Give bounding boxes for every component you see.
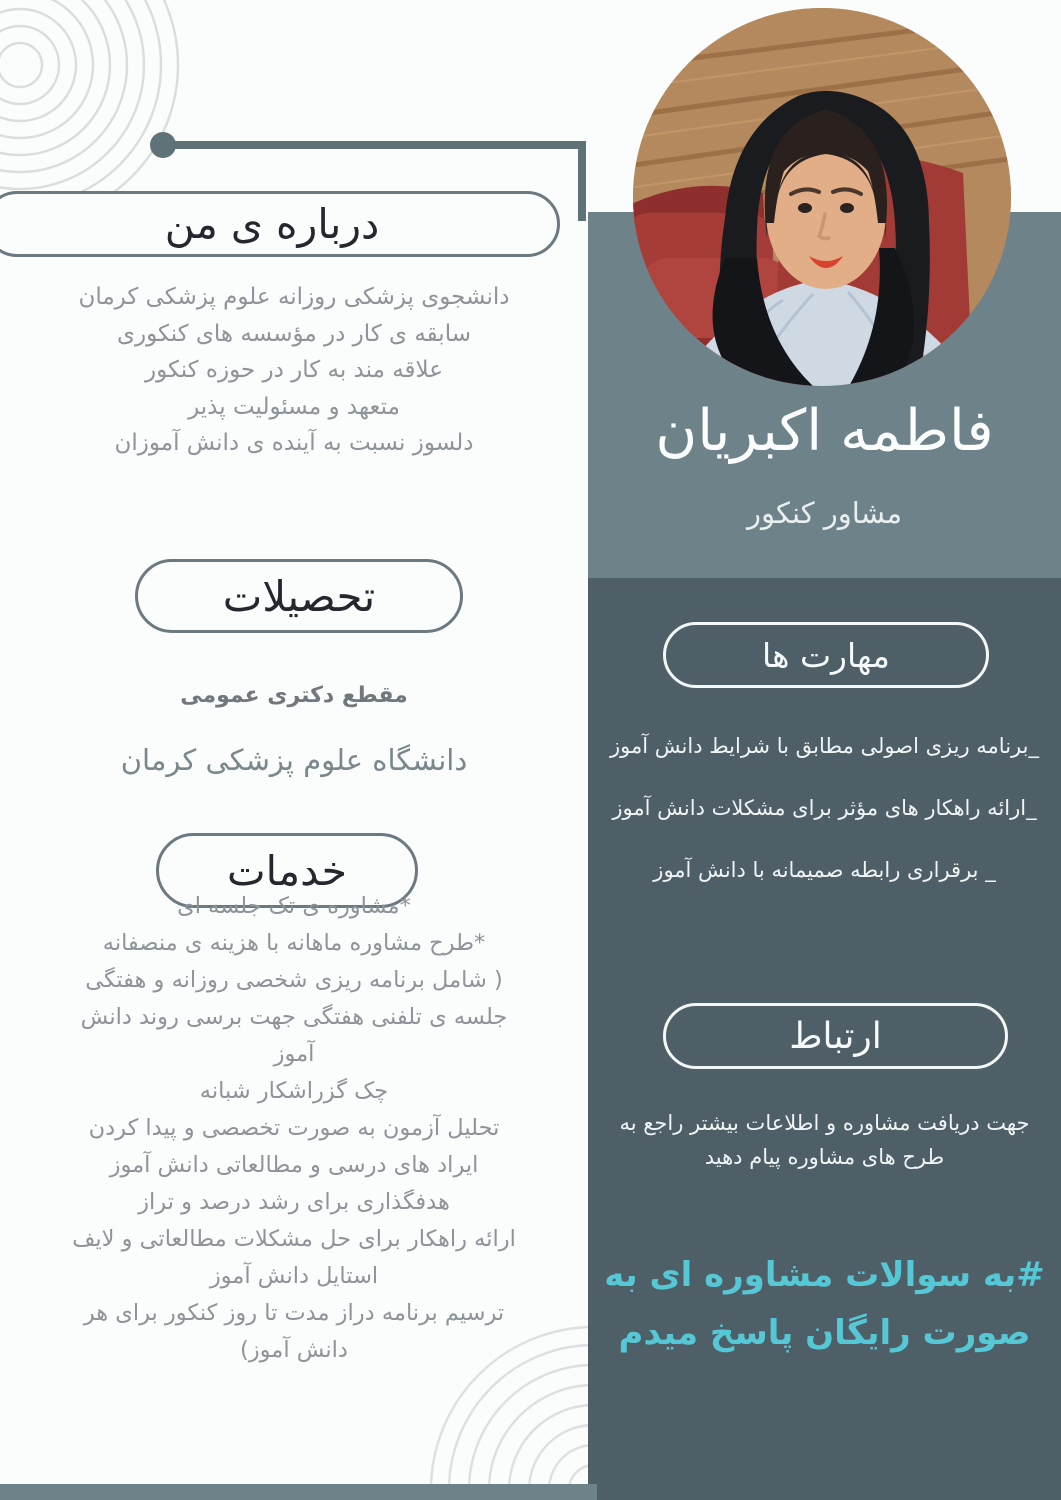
services-list [0,888,588,1369]
education-university: دانشگاه علوم پزشکی کرمان [120,743,468,777]
services-header-label: خدمات [227,846,347,895]
service-line: چک گزراشکار شبانه [199,1078,389,1104]
skills-list [588,715,1061,901]
hashtag-line: #به سوالات مشاوره ای به [604,1255,1045,1295]
contact-line: جهت دریافت مشاوره و اطلاعات بیشتر راجع به [619,1111,1030,1135]
education-header-pill [135,559,463,633]
service-line: جلسه ی تلفنی هفتگی جهت برسی روند دانش [80,1004,508,1030]
service-line: ارائه راهکار برای حل مشکلات مطالعاتی و لایف [72,1226,516,1252]
about-header-label: درباره ی من [164,200,380,248]
section-connector-line-vertical [578,141,586,221]
skill-item: _ارائه راهکار های مؤثر برای مشکلات دانش آموز [612,796,1037,820]
skills-header-pill [663,622,989,688]
contact-line: طرح های مشاوره پیام دهید [704,1145,945,1169]
contact-header-pill [663,1003,1008,1069]
service-line: *طرح مشاوره ماهانه با هزینه ی منصفانه [102,930,486,956]
about-line: سابقه ی کار در مؤسسه های کنکوری [117,320,471,347]
section-connector-line [168,141,586,149]
skill-item: _ برقراری رابطه صمیمانه با دانش آموز [653,858,996,882]
about-list [0,279,588,462]
service-line: ایراد های درسی و مطالعاتی دانش آموز [109,1152,479,1178]
connector-dot [150,132,176,158]
service-line: استایل دانش آموز [209,1263,379,1289]
service-line: ترسیم برنامه دراز مدت تا روز کنکور برای هر [83,1300,505,1326]
service-line: آموز [273,1041,315,1067]
service-line: *مشاوره ی تک جلسه ای [177,893,411,919]
hashtag-line: صورت رایگان پاسخ میدم [618,1313,1031,1353]
skills-header-label: مهارت ها [762,635,890,675]
contact-text [588,1106,1061,1174]
service-line: ( شامل برنامه ریزی شخصی روزانه و هفتگی [85,967,503,993]
about-header-pill [0,191,560,257]
hashtag-note [588,1246,1061,1362]
about-line: دلسوز نسبت به آینده ی دانش آموزان [114,430,474,456]
profile-name: فاطمه اکبریان [655,398,994,464]
skill-item: _برنامه ریزی اصولی مطابق با شرایط دانش آموز [610,734,1039,758]
education-degree: مقطع دکتری عمومی [180,683,408,708]
service-line: دانش آموز) [240,1337,348,1363]
profile-photo-illustration [633,8,1011,386]
profile-photo [633,8,1011,386]
education-header-label: تحصیلات [222,571,376,621]
service-line: تحلیل آزمون به صورت تخصصی و پیدا کردن [88,1115,500,1141]
about-line: دانشجوی پزشکی روزانه علوم پزشکی کرمان [78,284,510,310]
about-line: متعهد و مسئولیت پذیر [188,393,400,420]
about-line: علاقه مند به کار در حوزه کنکور [145,357,443,383]
contact-header-label: ارتباط [789,1015,882,1057]
profile-title: مشاور کنکور [746,496,903,530]
service-line: هدفگذاری برای رشد درصد و تراز [138,1189,450,1215]
footer-band [0,1484,597,1500]
